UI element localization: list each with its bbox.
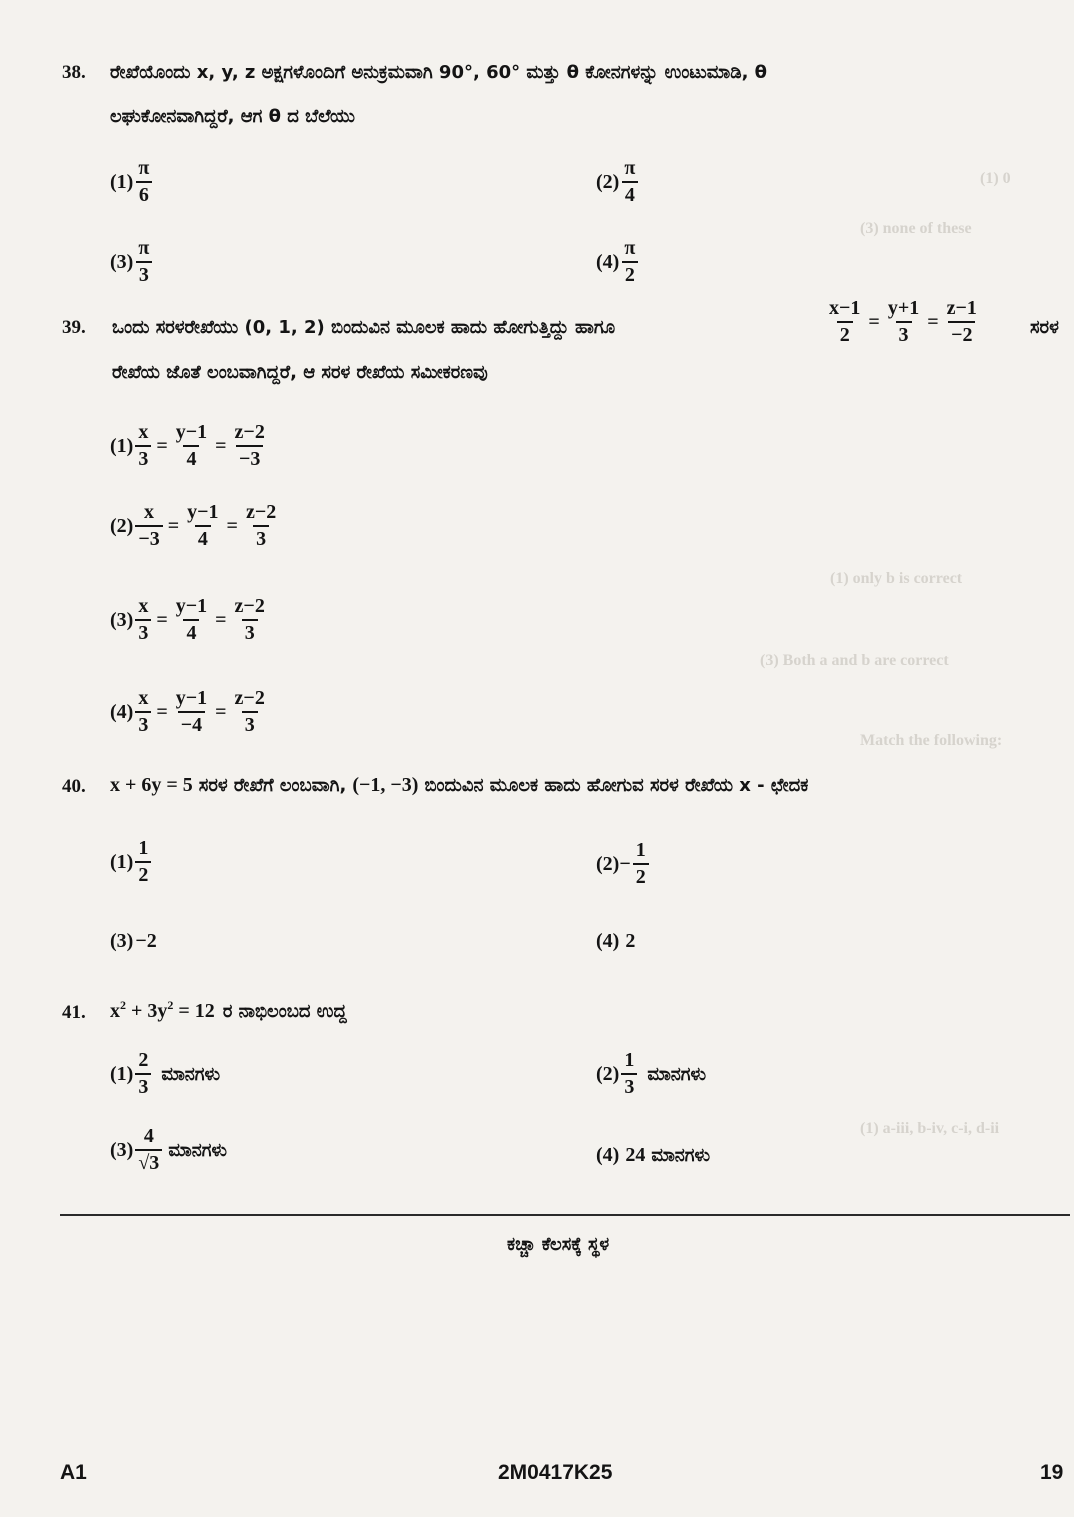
q41-number: 41.	[62, 1002, 86, 1023]
option-label: (4)	[110, 700, 134, 723]
option-label: (4)	[596, 250, 620, 273]
fraction: $\frac{\pi}{6}$	[135, 158, 152, 206]
bleed-through-text-4: (3) Both a and b are correct	[760, 652, 949, 669]
q40-option-4[interactable]: (4) 2	[596, 930, 636, 952]
option-label: (2)	[110, 514, 134, 537]
option-label: (3)	[110, 930, 134, 952]
q39-number: 39.	[62, 317, 86, 338]
q41-option-3[interactable]: (3) $\frac{4}{√3}$ ಮಾನಗಳು	[110, 1125, 228, 1174]
q39-line1-a: ಒಂದು ಸರಳರೇಖೆಯು (0, 1, 2) ಬಿಂದುವಿನ ಮೂಲಕ ಹಾದು ಹೋಗುತ್ತಿದ್ದು ಹಾಗೂ	[112, 317, 616, 338]
bleed-through-text-2: (3) none of these	[860, 220, 972, 237]
q40-option-2[interactable]: (2) − $\frac{1}{2}$	[596, 840, 651, 888]
option-label: (4)	[596, 930, 620, 952]
option-label: (2)	[596, 170, 620, 193]
option-label: (3)	[110, 250, 134, 273]
q38-option-4[interactable]	[596, 238, 640, 286]
q39-line1-b: ಸರಳ	[1030, 317, 1059, 338]
footer-booklet-code: A1	[60, 1461, 87, 1484]
option-label: (2)	[596, 1062, 620, 1085]
option-label: (1)	[110, 170, 134, 193]
q38-option-3[interactable]	[110, 238, 154, 286]
q40-option-3[interactable]: (3) −2	[110, 930, 157, 952]
bleed-through-text-5: Match the following:	[860, 732, 1003, 749]
q41-text: $x^2 + 3y^2 = 12$ ರ ನಾಭಿಲಂಬದ ಉದ್ದ	[110, 998, 347, 1022]
q39-option-2[interactable]: (2) $\frac{x}{-3}$ = $\frac{y-1}{4}$ = $\frac{z-2}{3}$	[110, 501, 277, 550]
q40-point: (−1, −3)	[352, 774, 419, 796]
q40-text-kn: ಸರಳ ರೇಖೆಗೆ ಲಂಬವಾಗಿ,	[198, 775, 347, 796]
option-label: (4)	[596, 1144, 620, 1166]
q38-line2: ಲಘುಕೋನವಾಗಿದ್ದರೆ, ಆಗ θ ದ ಬೆಲೆಯು	[110, 106, 356, 127]
q39-option-4[interactable]: (4) $\frac{x}{3}$ = $\frac{y-1}{-4}$ = $\frac{z-2}{3}$	[110, 687, 265, 736]
bleed-through-text-3: (1) only b is correct	[830, 570, 963, 587]
q40-text-kn2: ಬಿಂದುವಿನ ಮೂಲಕ ಹಾದು ಹೋಗುವ ಸರಳ ರೇಖೆಯ x - ಛೇದಕ	[424, 775, 809, 796]
bleed-through-text-6: (1) a-iii, b-iv, c-i, d-ii	[860, 1120, 1000, 1137]
q39-option-3[interactable]: (3) $\frac{x}{3}$ = $\frac{y-1}{4}$ = $\frac{z-2}{3}$	[110, 595, 265, 644]
option-label: (1)	[110, 850, 134, 873]
bleed-through-text-1: (1) 0	[980, 170, 1011, 187]
fraction: $\frac{\pi}{2}$	[621, 238, 638, 286]
q39-option-1[interactable]: (1) $\frac{x}{3}$ = $\frac{y-1}{4}$ = $\frac{z-2}{-3}$	[110, 421, 265, 470]
rough-work-label: ಕಚ್ಚಾ ಕೆಲಸಕ್ಕೆ ಸ್ಥಳ	[507, 1234, 610, 1255]
q39-line2: ರೇಖೆಯ ಜೊತೆ ಲಂಬವಾಗಿದ್ದರೆ, ಆ ಸರಳ ರೇಖೆಯ ಸಮೀಕರಣವು	[112, 362, 488, 383]
option-label: (3)	[110, 608, 134, 631]
q41-option-2[interactable]: (2) $\frac{1}{3}$ ಮಾನಗಳು	[596, 1049, 707, 1098]
q40-number: 40.	[62, 776, 86, 797]
q38-option-2[interactable]	[596, 158, 640, 206]
option-label: (3)	[110, 1138, 134, 1161]
page-number: 19	[1040, 1461, 1064, 1484]
q41-text-kn: ರ ನಾಭಿಲಂಬದ ಉದ್ದ	[222, 1001, 347, 1022]
q38-line1: ರೇಖೆಯೊಂದು x, y, z ಅಕ್ಷಗಳೊಂದಿಗೆ ಅನುಕ್ರಮವಾಗಿ 90°, 60° ಮತ್ತು θ ಕೋನಗಳನ್ನು ಉಂಟುಮಾಡಿ, θ	[110, 62, 768, 83]
q40-option-1[interactable]: (1) $\frac{1}{2}$	[110, 838, 153, 886]
option-label: (1)	[110, 434, 134, 457]
option-label: (2)	[596, 852, 620, 875]
q41-option-4[interactable]: (4) 24 ಮಾನಗಳು	[596, 1144, 711, 1166]
fraction: $\frac{\pi}{4}$	[621, 158, 638, 206]
option-label: (1)	[110, 1062, 134, 1085]
q39-given-line-equation: $\frac{x-1}{2}$ = $\frac{y+1}{3}$ = $\frac{z-1}{-2}$	[829, 297, 977, 346]
q40-line-equation: x + 6y = 5	[110, 774, 193, 796]
footer-paper-code: 2M0417K25	[498, 1461, 613, 1484]
horizontal-divider	[60, 1214, 1070, 1216]
q40-text	[110, 774, 808, 797]
q38-option-1[interactable]	[110, 158, 154, 206]
fraction: $\frac{\pi}{3}$	[135, 238, 152, 286]
q41-option-1[interactable]: (1) $\frac{2}{3}$ ಮಾನಗಳು	[110, 1049, 221, 1098]
q38-number: 38.	[62, 62, 86, 83]
